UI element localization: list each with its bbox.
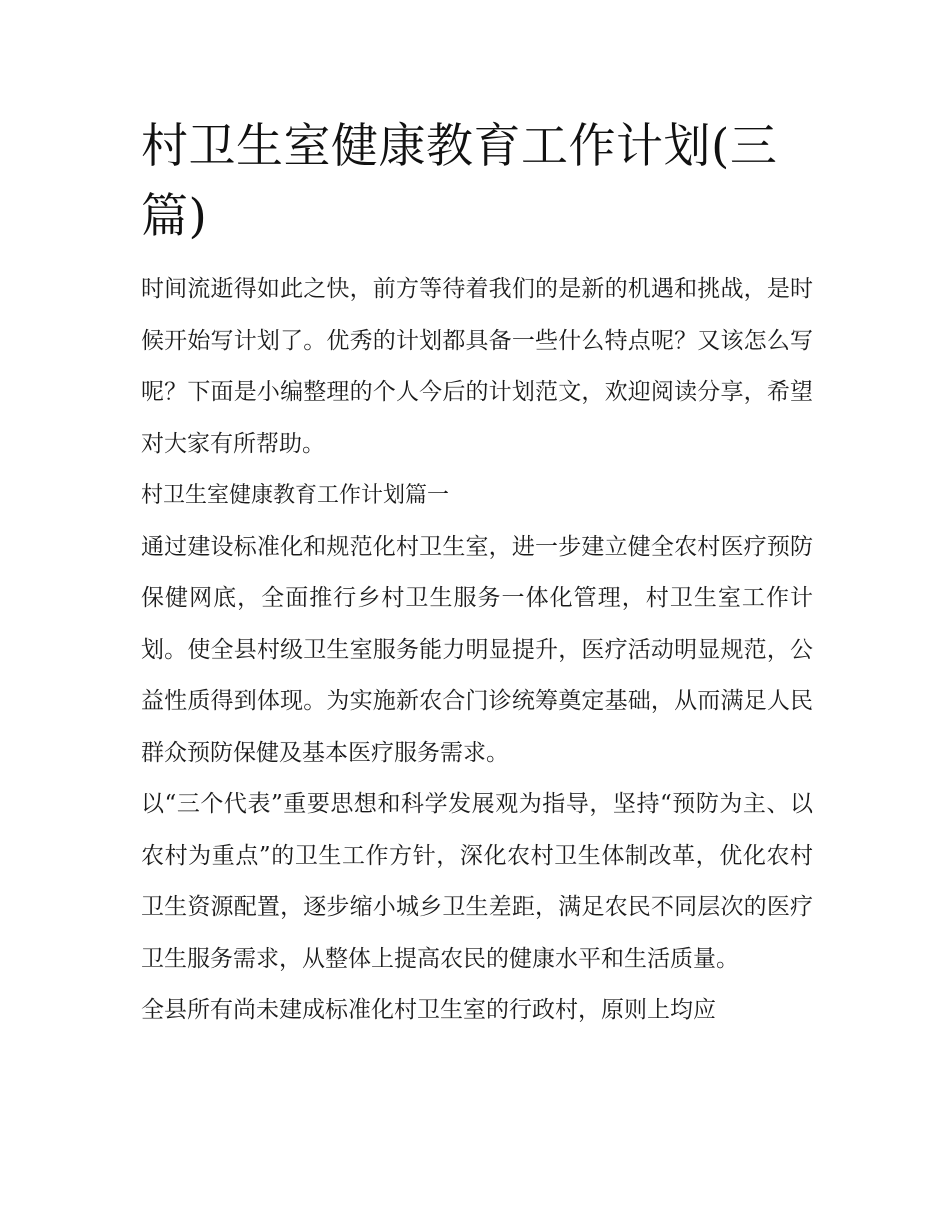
body-paragraph: 通过建设标准化和规范化村卫生室，进一步建立健全农村医疗预防保健网底，全面推行乡村卫生服务一体化管理，村卫生室工作计划。使全县村级卫生室服务能力明显提升，医疗活动明显规范，公益性质得到体现。为实施新农合门诊统筹奠定基础，从而满足人民群众预防保健及基本医疗服务需求。 bbox=[141, 533, 813, 766]
body-paragraph: 以“三个代表”重要思想和科学发展观为指导，坚持“预防为主、以农村为重点”的卫生工作方针，深化农村卫生体制改革，优化农村卫生资源配置，逐步缩小城乡卫生差距，满足农民不同层次的医疗卫生服务需求，从整体上提高农民的健康水平和生活质量。 bbox=[141, 791, 813, 972]
document-title: 村卫生室健康教育工作计划(三篇) bbox=[141, 119, 778, 244]
body-paragraph: 全县所有尚未建成标准化村卫生室的行政村，原则上均应 bbox=[141, 997, 716, 1023]
intro-paragraph: 时间流逝得如此之快，前方等待着我们的是新的机遇和挑战，是时候开始写计划了。优秀的计划都具备一些什么特点呢？又该怎么写呢？下面是小编整理的个人今后的计划范文，欢迎阅读分享，希望对大家有所帮助。 bbox=[141, 276, 813, 457]
section-heading: 村卫生室健康教育工作计划篇一 bbox=[141, 483, 450, 508]
document-body bbox=[141, 112, 813, 1037]
